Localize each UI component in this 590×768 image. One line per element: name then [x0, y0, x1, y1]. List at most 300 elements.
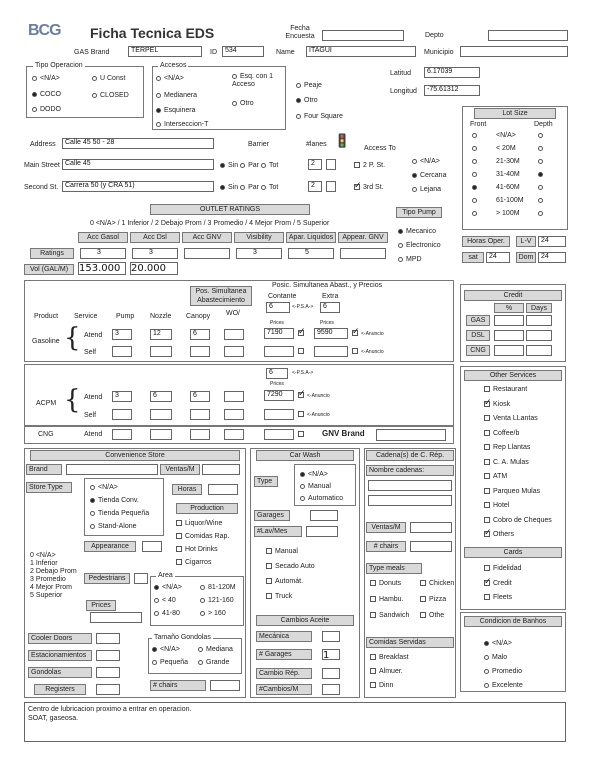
- depth-31-40m[interactable]: [538, 171, 546, 179]
- access-cercana[interactable]: [412, 172, 446, 180]
- estacionamientos-field[interactable]: [96, 650, 120, 661]
- area-41-80[interactable]: [154, 610, 180, 618]
- latitud-label: Latitud: [390, 70, 412, 77]
- accesos-na[interactable]: [156, 75, 184, 83]
- ventas-label: Ventas/M: [160, 464, 200, 475]
- page-title: Ficha Tecnica EDS: [90, 25, 215, 41]
- production-cigarros[interactable]: [176, 559, 211, 567]
- brace-icon: {: [64, 323, 81, 353]
- front-31-40m[interactable]: [472, 171, 480, 179]
- gas-nozzle-value: 12: [153, 330, 161, 337]
- vol-diesel-field[interactable]: [130, 262, 178, 275]
- tipo-op-closed[interactable]: [92, 92, 129, 100]
- appearance-label: Appearance: [84, 541, 136, 552]
- self-label: Self: [84, 412, 97, 419]
- price-extra-field[interactable]: [314, 328, 348, 339]
- option-label: < 40: [162, 597, 176, 604]
- service-kiosk[interactable]: [484, 401, 510, 409]
- ratings-scale: 0 <N/A> / 1 Inferior / 2 Debajo Prom / 3 Promedio / 4 Mejor Prom / 5 Superior: [90, 220, 330, 227]
- radio-icon: [398, 243, 403, 248]
- credit-cng-pct[interactable]: [494, 345, 524, 356]
- area-40[interactable]: [154, 597, 176, 605]
- canopy-label: Canopy: [186, 313, 211, 320]
- service-cobro-de-cheques[interactable]: [484, 517, 552, 525]
- access-na[interactable]: [412, 158, 440, 166]
- chairs-field-cs[interactable]: [210, 680, 240, 691]
- checkbox-label: 3rd St.: [363, 184, 384, 191]
- option-label: <N/A>: [162, 584, 182, 591]
- tamano-grande[interactable]: [198, 659, 229, 667]
- latitud-value: 6.17039: [427, 68, 453, 75]
- cambios-garages-field[interactable]: [322, 649, 340, 660]
- front-21-30m[interactable]: [472, 158, 480, 166]
- horas-oper-label: Horas Oper.: [462, 236, 510, 247]
- depth-n-a[interactable]: [538, 132, 546, 140]
- depth-61-100m[interactable]: [538, 197, 546, 205]
- wash-n-a[interactable]: [300, 471, 328, 479]
- wash-item-autom-t[interactable]: [266, 578, 303, 586]
- latitud-field[interactable]: [424, 67, 480, 78]
- self-pump-field[interactable]: [112, 346, 132, 357]
- store-tienda-conv[interactable]: [90, 497, 139, 505]
- front-41-60m[interactable]: [472, 184, 480, 192]
- rating-col-appear-gnv: Appear. GNV: [338, 232, 388, 243]
- pump-electronico[interactable]: [398, 242, 441, 250]
- lav-mes-label: #Lav/Mes: [254, 526, 302, 537]
- radio-icon: [232, 74, 237, 79]
- radio-icon: [296, 83, 301, 88]
- production-liquor-wine[interactable]: [176, 520, 222, 528]
- tipo-op-na[interactable]: [32, 75, 60, 83]
- cng-canopy-field[interactable]: [190, 429, 210, 440]
- option-label: Cercana: [420, 172, 447, 179]
- banos-malo[interactable]: [484, 654, 507, 662]
- option-label: Pizza: [429, 596, 447, 603]
- depth-100m[interactable]: [538, 210, 546, 218]
- appearance-scale-item: 4 Mejor Prom: [30, 584, 73, 591]
- option-label: Venta LLantas: [493, 415, 538, 422]
- checkbox-icon: [370, 682, 376, 688]
- checkbox-icon: [354, 162, 360, 168]
- acpm-nozzle-field[interactable]: [150, 391, 172, 402]
- accesos-medianera[interactable]: [156, 92, 197, 100]
- acpm-self-price-check[interactable]: [298, 411, 330, 419]
- sat-field[interactable]: [486, 252, 510, 263]
- mecanica-field[interactable]: [322, 631, 340, 642]
- checkbox-icon: [298, 348, 304, 354]
- cng-price-check[interactable]: [298, 431, 307, 439]
- radio-selected-icon: [32, 92, 37, 97]
- acpm-self-pump[interactable]: [112, 409, 132, 420]
- banos-promedio[interactable]: [484, 668, 522, 676]
- depth-20m[interactable]: [538, 145, 546, 153]
- self-nozzle-field[interactable]: [150, 346, 172, 357]
- radio-icon: [472, 211, 477, 216]
- service-venta-llantas[interactable]: [484, 415, 538, 423]
- acpm-price-check[interactable]: [298, 392, 330, 400]
- lot-size-header: Lot Size: [474, 108, 556, 119]
- cambios-mes-field[interactable]: [322, 684, 340, 695]
- gas-pump-field[interactable]: [112, 329, 132, 340]
- option-label: Breakfast: [379, 654, 409, 661]
- name-label: Name: [276, 49, 295, 56]
- brand-field[interactable]: [66, 464, 158, 475]
- price-contante-field[interactable]: [264, 328, 294, 339]
- municipio-field[interactable]: [460, 46, 568, 57]
- radio-selected-icon: [220, 163, 225, 168]
- tipo-operacion-label: Tipo Operacion: [35, 62, 83, 69]
- option-label: <N/A>: [40, 75, 60, 82]
- self-price-contante-check[interactable]: [298, 348, 307, 356]
- banos-n-a[interactable]: [484, 640, 512, 648]
- checkbox-icon: [298, 431, 304, 437]
- checkbox-icon: [484, 386, 490, 392]
- tamano-peque-a[interactable]: [152, 659, 188, 667]
- production-hot-drinks[interactable]: [176, 546, 218, 554]
- cng-nozzle-field[interactable]: [150, 429, 172, 440]
- accesos-otro[interactable]: [232, 100, 254, 108]
- price-extra-check[interactable]: [352, 330, 384, 338]
- main-barrier-radios[interactable]: [220, 162, 278, 170]
- lanes-main-field[interactable]: [308, 159, 322, 170]
- cadena-chairs-field[interactable]: [410, 541, 452, 552]
- area-n-a[interactable]: [154, 584, 182, 592]
- appearance-scale-item: 1 Inferior: [30, 560, 58, 567]
- service-label: Service: [74, 313, 98, 320]
- gondolas-field[interactable]: [96, 667, 120, 678]
- credit-dsl-days[interactable]: [526, 330, 552, 341]
- cadena-chairs-label: # chairs: [366, 541, 406, 552]
- self-price-extra[interactable]: [314, 346, 348, 357]
- tipo-op-dodo[interactable]: [32, 106, 61, 114]
- lv-label: L-V: [516, 236, 536, 247]
- four-square-option[interactable]: [296, 113, 343, 121]
- service-atm[interactable]: [484, 473, 507, 481]
- wash-automatico[interactable]: [300, 495, 343, 503]
- radio-icon: [92, 93, 97, 98]
- acpm-pos-value: 6: [269, 369, 273, 376]
- radio-icon: [472, 146, 477, 151]
- id-field[interactable]: [222, 46, 264, 57]
- pump-mecanico[interactable]: [398, 228, 436, 236]
- meal-sandwich[interactable]: [370, 612, 409, 620]
- acpm-self-nozzle[interactable]: [150, 409, 172, 420]
- service-coffee-b[interactable]: [484, 430, 519, 438]
- appearance-scale-item: 2 Debajo Prom: [30, 568, 77, 575]
- acpm-pump-field[interactable]: [112, 391, 132, 402]
- appearance-field[interactable]: [142, 541, 162, 552]
- contante-pos-field[interactable]: [266, 302, 290, 313]
- tipo-op-uconst[interactable]: [92, 75, 125, 83]
- radio-icon: [200, 585, 205, 590]
- lanes-second-field[interactable]: [308, 181, 322, 192]
- checkbox-label: 2 P. St.: [363, 162, 386, 169]
- acpm-canopy-value: 6: [193, 392, 197, 399]
- comida-dinn[interactable]: [370, 682, 393, 690]
- accesos-esq-1[interactable]: [232, 73, 284, 88]
- credit-dsl-pct[interactable]: [494, 330, 524, 341]
- dom-value: 24: [541, 253, 549, 260]
- lv-field[interactable]: [538, 236, 566, 247]
- area-121-160[interactable]: [200, 597, 234, 605]
- store-stand-alone[interactable]: [90, 523, 137, 531]
- store-type-label: Store Type: [26, 482, 72, 493]
- address-label: Address: [30, 141, 56, 148]
- credit-gas-label: GAS: [466, 315, 490, 326]
- gnv-brand-label: GNV Brand: [322, 429, 365, 438]
- radio-icon: [538, 185, 543, 190]
- front-100m[interactable]: [472, 210, 480, 218]
- acpm-self-price[interactable]: [264, 409, 294, 420]
- radio-icon: [232, 101, 237, 106]
- peaje-option[interactable]: [296, 82, 322, 90]
- area-label: Area: [158, 572, 173, 579]
- price-contante-check[interactable]: [298, 330, 307, 338]
- name-field[interactable]: [306, 46, 416, 57]
- accesos-interseccion[interactable]: [156, 121, 208, 129]
- fecha-encuesta-field[interactable]: [322, 30, 404, 41]
- second-st-value: Carrera 50 (y CRA 51): [65, 182, 135, 189]
- front-n-a[interactable]: [472, 132, 480, 140]
- third-st-checkbox[interactable]: [354, 184, 384, 192]
- accesos-esquinera[interactable]: [156, 107, 196, 115]
- radio-icon: [240, 185, 245, 190]
- radio-selected-icon: [472, 185, 477, 190]
- radio-icon: [296, 114, 301, 119]
- store-tienda-peque-a[interactable]: [90, 510, 149, 518]
- dom-field[interactable]: [538, 252, 566, 263]
- contante-pos-value: 6: [269, 303, 273, 310]
- comida-almuer[interactable]: [370, 668, 403, 676]
- depth-21-30m[interactable]: [538, 158, 546, 166]
- cambio-rep-field[interactable]: [322, 668, 340, 679]
- radio-icon: [198, 647, 203, 652]
- pedestrians-field[interactable]: [134, 573, 148, 584]
- acpm-wo-field[interactable]: [224, 391, 244, 402]
- wash-item-truck[interactable]: [266, 593, 292, 601]
- cadena-header: Cadena(s) de C. Rép.: [366, 450, 454, 461]
- gas-wo-field[interactable]: [224, 329, 244, 340]
- bcg-logo: BCG: [28, 22, 61, 39]
- option-label: <N/A>: [308, 471, 328, 478]
- extra-pos-field[interactable]: [320, 302, 340, 313]
- service-hotel[interactable]: [484, 502, 509, 510]
- service-restaurant[interactable]: [484, 386, 527, 394]
- wash-item-secado-auto[interactable]: [266, 563, 315, 571]
- checkbox-icon: [370, 580, 376, 586]
- lav-mes-field[interactable]: [306, 526, 338, 537]
- option-label: Othe: [429, 612, 445, 619]
- prices-field[interactable]: [90, 612, 142, 623]
- production-comidas-rap[interactable]: [176, 533, 229, 541]
- option-label: Restaurant: [493, 386, 528, 393]
- radio-icon: [300, 484, 305, 489]
- gnv-brand-field[interactable]: [376, 429, 446, 441]
- tipo-op-coco[interactable]: [32, 91, 61, 99]
- nombre-cadenas-field-2[interactable]: [368, 495, 452, 506]
- address-field[interactable]: [62, 138, 214, 149]
- appearance-scale-item: 3 Promedio: [30, 576, 66, 583]
- meal-othe[interactable]: [420, 612, 444, 620]
- rating-field-appear-gnv[interactable]: [340, 248, 386, 259]
- depto-field[interactable]: [488, 30, 568, 41]
- id-value: 534: [225, 47, 237, 54]
- credit-cng-days[interactable]: [526, 345, 552, 356]
- radio-icon: [90, 485, 95, 490]
- two-p-st-checkbox[interactable]: [354, 162, 385, 170]
- acpm-label: ACPM: [36, 400, 57, 407]
- radio-icon: [156, 76, 161, 81]
- checkbox-checked-icon: [354, 184, 360, 190]
- store-n-a[interactable]: [90, 484, 118, 492]
- atend-label: Atend: [84, 394, 103, 401]
- notes-field[interactable]: [24, 702, 566, 742]
- service-c-a-mulas[interactable]: [484, 459, 529, 467]
- meal-donuts[interactable]: [370, 580, 401, 588]
- cambios-mes-label: #Cambios/M: [256, 684, 312, 695]
- meal-chicken[interactable]: [420, 580, 454, 588]
- cng-pump-field[interactable]: [112, 429, 132, 440]
- option-label: Pequeña: [160, 659, 189, 666]
- option-label: Medianera: [164, 92, 198, 99]
- banos-header: Condicion de Banhos: [464, 616, 562, 627]
- second-st-field[interactable]: [62, 181, 214, 192]
- checkbox-icon: [484, 473, 490, 479]
- service-parqueo-mulas[interactable]: [484, 488, 540, 496]
- meal-pizza[interactable]: [420, 596, 446, 604]
- rating-field-acc-gnv[interactable]: [184, 248, 230, 259]
- service-rep-llantas[interactable]: [484, 444, 530, 452]
- cadena-ventas-label: Ventas/M: [366, 522, 406, 533]
- self-label: Self: [84, 349, 97, 356]
- horas-field[interactable]: [208, 484, 238, 495]
- cng-wo-field[interactable]: [224, 429, 244, 440]
- self-price-contante[interactable]: [264, 346, 294, 357]
- radio-icon: [261, 163, 266, 168]
- lv-value: 24: [541, 237, 549, 244]
- comida-breakfast[interactable]: [370, 654, 409, 662]
- rating-field-visibility[interactable]: [236, 248, 282, 259]
- credit-gas-days[interactable]: [526, 315, 552, 326]
- radio-icon: [200, 611, 205, 616]
- ventas-field[interactable]: [202, 464, 240, 475]
- self-price-extra-check[interactable]: [352, 348, 384, 356]
- credit-gas-pct[interactable]: [494, 315, 524, 326]
- rating-field-acc-gasol[interactable]: [80, 248, 126, 259]
- front-61-100m[interactable]: [472, 197, 480, 205]
- chairs-label-cs: # chairs: [150, 680, 206, 691]
- option-label: Tienda Conv.: [98, 497, 139, 504]
- option-label: Almuer.: [379, 668, 403, 675]
- gas-nozzle-field[interactable]: [150, 329, 172, 340]
- cng-price-field[interactable]: [264, 429, 294, 440]
- card-credit[interactable]: [484, 580, 512, 588]
- garages-label: Garages: [254, 510, 290, 521]
- meal-hambu[interactable]: [370, 596, 404, 604]
- checkbox-checked-icon: [352, 330, 358, 336]
- acpm-pos-field[interactable]: [266, 368, 288, 379]
- acpm-price-field[interactable]: [264, 390, 294, 401]
- area-81-120m[interactable]: [200, 584, 236, 592]
- nombre-cadenas-field-1[interactable]: [368, 480, 452, 491]
- lanes-second-extra[interactable]: [326, 181, 336, 192]
- front-20m[interactable]: [472, 145, 480, 153]
- checkbox-icon: [176, 546, 182, 552]
- option-label: Interseccion-T: [164, 121, 209, 128]
- rating-value: 3: [97, 249, 101, 256]
- tamano-mediana[interactable]: [198, 646, 233, 654]
- acpm-self-canopy[interactable]: [190, 409, 210, 420]
- gas-brand-value: TERPEL: [131, 47, 159, 54]
- depth-41-60m[interactable]: [538, 184, 546, 192]
- option-label: > 160: [208, 610, 226, 617]
- access-lejana[interactable]: [412, 186, 441, 194]
- option-label: Fleets: [493, 594, 513, 601]
- wo-label: WO/: [226, 310, 240, 317]
- rating-field-apar-liquidos[interactable]: [288, 248, 334, 259]
- checkbox-icon: [420, 580, 426, 586]
- credit-dsl-label: DSL: [466, 330, 490, 341]
- checkbox-icon: [420, 612, 426, 618]
- option-label: U Const: [100, 75, 126, 82]
- checkbox-icon: [420, 596, 426, 602]
- days-label: Days: [526, 303, 552, 313]
- vol-gasolina-field[interactable]: [78, 262, 126, 275]
- anuncio-label: <-Anuncio: [361, 349, 384, 355]
- tamano-n-a[interactable]: [152, 646, 180, 654]
- self-canopy-field[interactable]: [190, 346, 210, 357]
- gas-canopy-field[interactable]: [190, 329, 210, 340]
- second-barrier-radios[interactable]: [220, 184, 278, 192]
- pump-mpd[interactable]: [398, 256, 422, 264]
- service-others[interactable]: [484, 531, 514, 539]
- option-label: <N/A>: [98, 484, 118, 491]
- longitud-field[interactable]: [424, 85, 480, 96]
- acpm-canopy-field[interactable]: [190, 391, 210, 402]
- radio-icon: [484, 655, 489, 660]
- registers-field[interactable]: [96, 684, 120, 695]
- vol-gasolina-value: 153.000: [79, 263, 121, 274]
- radio-selected-icon: [90, 498, 95, 503]
- rating-field-acc-dsl[interactable]: [132, 248, 178, 259]
- cambios-garages-value: 1: [323, 650, 330, 661]
- checkbox-icon: [370, 612, 376, 618]
- card-fidelidad[interactable]: [484, 565, 521, 573]
- option-label: Lejana: [420, 186, 442, 193]
- garages-field[interactable]: [310, 510, 338, 521]
- option-label: Truck: [275, 593, 293, 600]
- banos-excelente[interactable]: [484, 682, 523, 690]
- radio-selected-icon: [538, 172, 543, 177]
- cooler-doors-field[interactable]: [96, 633, 120, 644]
- card-fleets[interactable]: [484, 594, 512, 602]
- cadena-ventas-field[interactable]: [410, 522, 452, 533]
- radio-icon: [412, 187, 417, 192]
- otro-option[interactable]: [296, 97, 318, 105]
- acpm-self-wo[interactable]: [224, 409, 244, 420]
- area-160[interactable]: [200, 610, 226, 618]
- radio-selected-icon: [296, 98, 301, 103]
- lanes-main-value: 2: [311, 160, 315, 167]
- self-wo-field[interactable]: [224, 346, 244, 357]
- main-street-field[interactable]: [62, 159, 214, 170]
- gas-brand-field[interactable]: [128, 46, 202, 57]
- wash-item-manual[interactable]: [266, 548, 298, 556]
- wash-manual[interactable]: [300, 483, 331, 491]
- option-label: Esquinera: [164, 107, 196, 114]
- lanes-main-extra[interactable]: [326, 159, 336, 170]
- radio-icon: [90, 524, 95, 529]
